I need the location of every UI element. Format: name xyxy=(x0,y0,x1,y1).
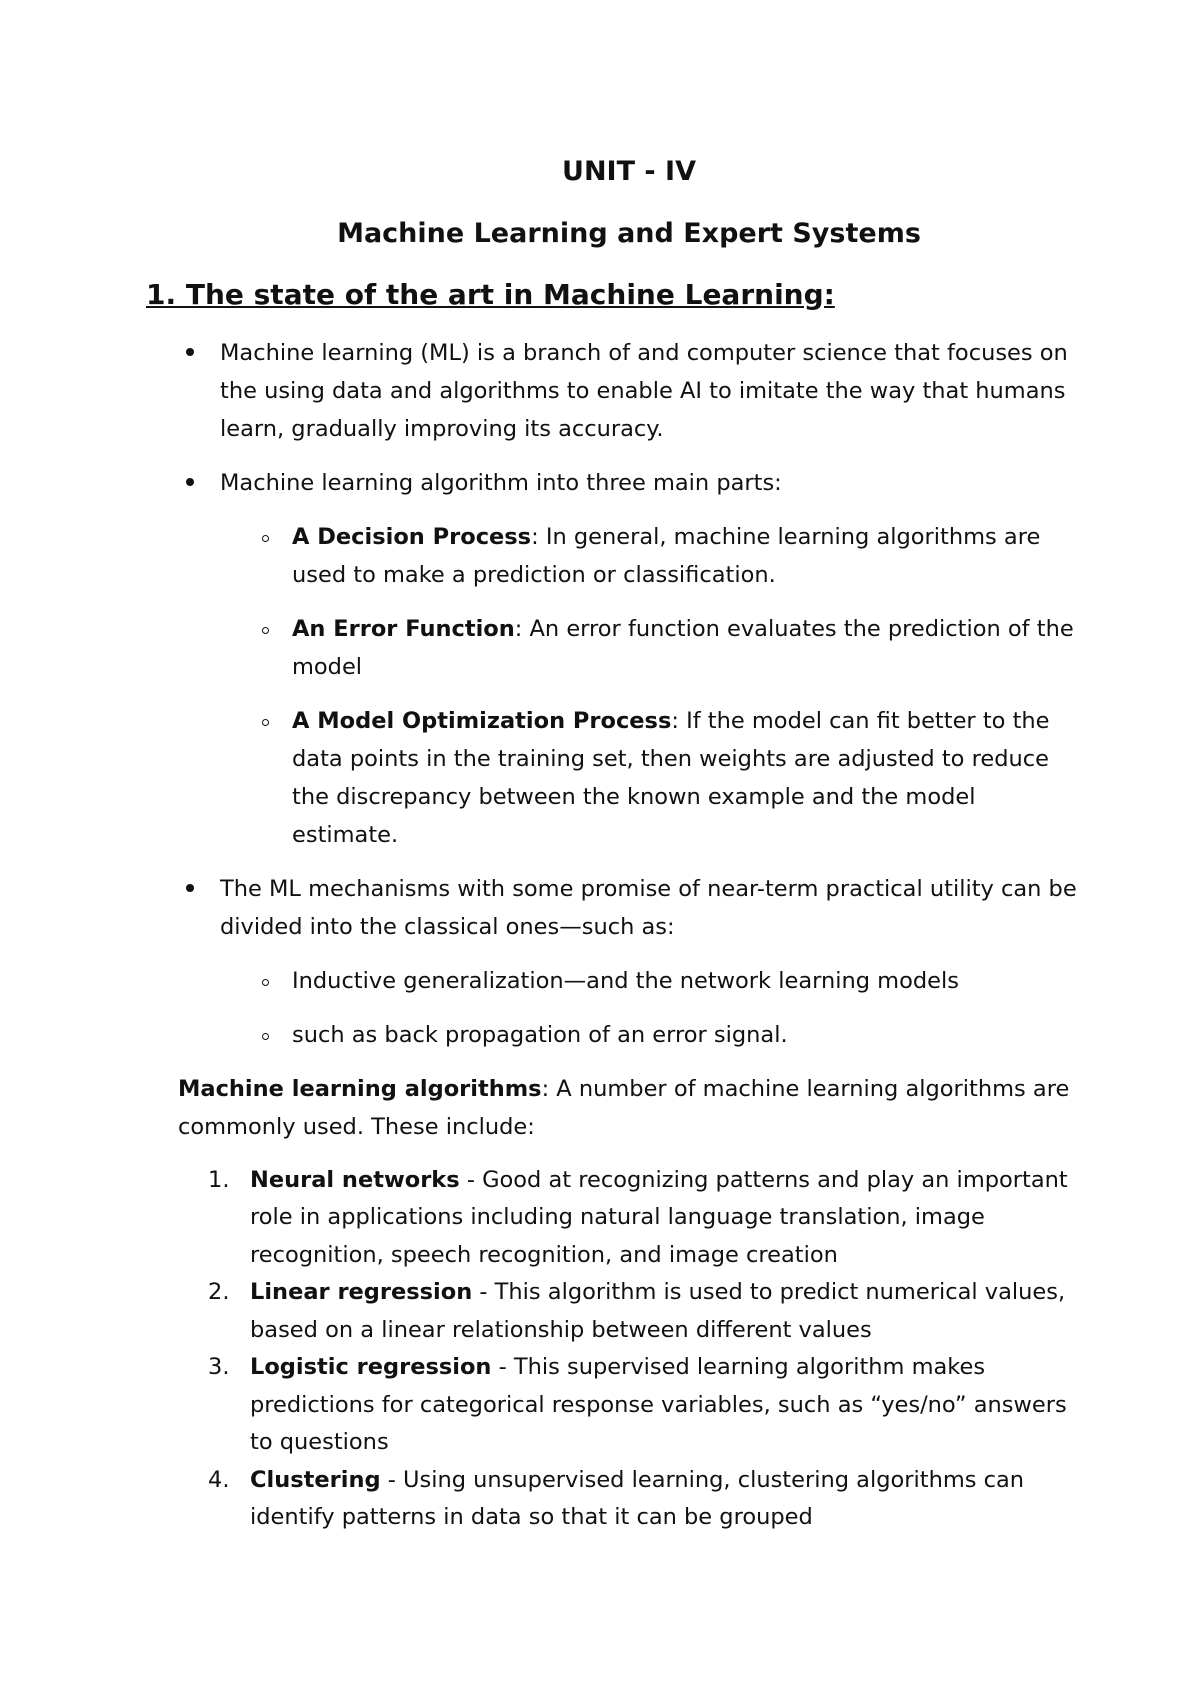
sub-item-separator: : xyxy=(531,523,546,550)
circle-bullet-icon xyxy=(262,535,269,542)
bullet-text: The ML mechanisms with some promise of near-term practical utility can be divided into the classical ones—such as: xyxy=(220,875,1077,940)
sub-item-separator: : xyxy=(514,615,530,642)
sub-item-text: Inductive generalization—and the network learning models xyxy=(292,967,959,994)
sub-item-separator: : xyxy=(671,707,687,734)
sub-item-desc: An error function evaluates the prediction of the model xyxy=(292,615,1074,680)
algorithm-desc: - Good at recognizing patterns and play an important role in applications including natural language translation, image recognition, speech recognition, and image creation xyxy=(250,1166,1068,1268)
bullet-item xyxy=(178,464,1080,854)
algorithm-number: 1. xyxy=(208,1166,230,1193)
algorithms-intro-term: Machine learning algorithms xyxy=(178,1075,542,1102)
circle-bullet-icon xyxy=(262,627,269,634)
bullet-item xyxy=(178,334,1080,448)
unit-title: UNIT - IV xyxy=(562,156,696,187)
bullet-icon xyxy=(186,478,194,486)
algorithm-term: Clustering xyxy=(250,1466,381,1493)
sub-item xyxy=(250,518,1080,594)
sub-item-term: An Error Function xyxy=(292,615,515,642)
algorithms-list xyxy=(208,1162,1080,1537)
bullet-icon xyxy=(186,884,194,892)
algorithm-item xyxy=(208,1274,1080,1349)
document-title: Machine Learning and Expert Systems xyxy=(337,217,921,249)
sub-item-text: such as back propagation of an error signal. xyxy=(292,1021,788,1048)
bullet-text: Machine learning algorithm into three main parts: xyxy=(220,469,782,496)
algorithms-intro-text: : A number of machine learning algorithms are commonly used. These include: xyxy=(178,1075,1070,1140)
bullet-item xyxy=(178,870,1080,1054)
sub-item xyxy=(250,962,1080,1000)
algorithm-item xyxy=(208,1349,1080,1462)
sub-item xyxy=(250,702,1080,854)
sub-list xyxy=(250,962,1080,1054)
circle-bullet-icon xyxy=(262,979,269,986)
algorithm-number: 3. xyxy=(208,1354,230,1381)
bullet-text: Machine learning (ML) is a branch of and computer science that focuses on the using data and algorithms to enable AI to imitate the way that humans learn, gradually improving its accuracy. xyxy=(220,339,1068,442)
algorithm-item xyxy=(208,1462,1080,1537)
section-heading: 1. The state of the art in Machine Learning: xyxy=(146,277,835,311)
algorithms-intro xyxy=(178,1070,1080,1146)
algorithm-number: 2. xyxy=(208,1279,230,1306)
algorithm-term: Neural networks xyxy=(250,1166,460,1193)
algorithm-item xyxy=(208,1162,1080,1275)
algorithm-desc: - This supervised learning algorithm makes predictions for categorical response variables, such as “yes/no” answers to questions xyxy=(250,1354,1067,1456)
sub-item-desc: In general, machine learning algorithms are used to make a prediction or classification. xyxy=(292,523,1041,588)
circle-bullet-icon xyxy=(262,1033,269,1040)
algorithm-desc: - This algorithm is used to predict numerical values, based on a linear relationship between different values xyxy=(250,1279,1066,1343)
bullet-list xyxy=(178,334,1080,1054)
sub-item-term: A Decision Process xyxy=(292,523,532,550)
sub-item xyxy=(250,1016,1080,1054)
circle-bullet-icon xyxy=(262,719,269,726)
algorithm-term: Linear regression xyxy=(250,1279,473,1306)
algorithm-term: Logistic regression xyxy=(250,1354,492,1381)
bullet-icon xyxy=(186,348,194,356)
sub-item xyxy=(250,610,1080,686)
sub-item-desc: If the model can fit better to the data points in the training set, then weights are adjusted to reduce the discrepancy between the known example and the model estimate. xyxy=(292,707,1050,848)
sub-item-term: A Model Optimization Process xyxy=(292,707,672,734)
algorithm-desc: - Using unsupervised learning, clustering algorithms can identify patterns in data so that it can be grouped xyxy=(250,1466,1025,1531)
sub-list xyxy=(250,518,1080,854)
algorithm-number: 4. xyxy=(208,1466,230,1493)
